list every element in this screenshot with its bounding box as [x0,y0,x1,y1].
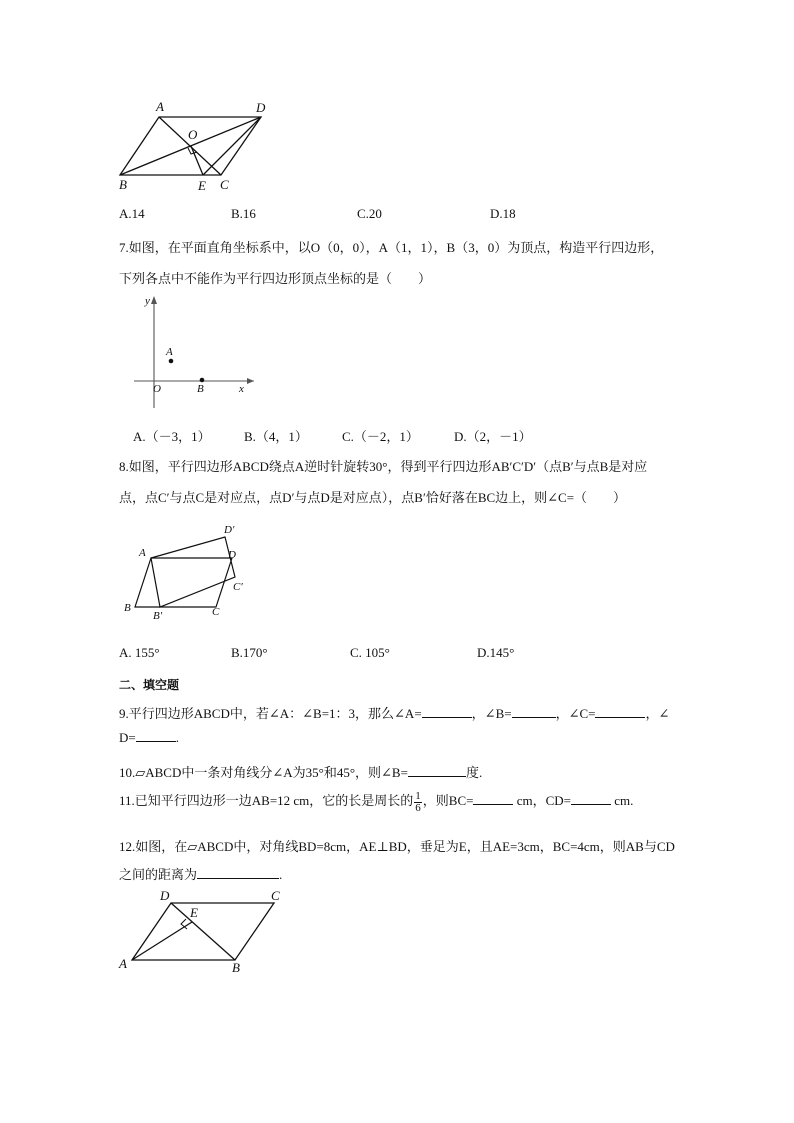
fraction-one-sixth [414,791,422,814]
label-a: A [156,99,164,114]
q9-text-4: ，∠ [645,706,670,721]
label-b: B [119,177,127,192]
q7-line-1: 7.如图，在平面直角坐标系中，以O（0，0），A（1，1），B（3，0）为顶点，构造平行四边形， [119,240,664,255]
q6-option-a: A.14 [119,206,145,221]
q11-text-2: ，则BC= [422,793,474,808]
x-axis-arrow [247,378,254,384]
label-c: C [220,177,229,192]
q6-option-d: D.18 [490,206,516,221]
q8-option-d: D.145° [477,645,515,660]
q7-option-a: A.（－3，1） [133,429,211,444]
q12-text-1: 之间的距离为 [119,867,198,882]
q9-line-1 [119,703,669,722]
q12-text-2: . [279,867,283,882]
q7-options [133,426,693,444]
segment-oe [191,146,203,175]
q8-options [119,645,679,663]
segment-ae [132,922,192,960]
label-b: B [124,602,131,614]
label-d: D [228,549,236,561]
label-e: E [190,905,198,920]
q8-option-c: C. 105° [350,645,390,660]
label-c-prime: C′ [233,581,243,593]
q9-line-2 [119,729,179,746]
q9-text-5: D= [119,730,136,745]
point-a [169,359,174,364]
q12-line-2 [119,864,282,883]
figure-q6 [110,95,280,195]
q9-text-1: 9.平行四边形ABCD中，若∠A：∠B=1：3，那么∠A= [119,706,422,721]
label-d: D [256,100,266,115]
q11-text-3: cm，CD= [513,793,572,808]
parallelogram-ab1c1d1 [151,537,235,607]
label-c: C [271,888,280,903]
q7-option-d: D.（2，－1） [454,429,532,444]
label-o: O [188,127,198,142]
q7-option-c: C.（－2，1） [342,429,419,444]
label-c: C [212,606,220,618]
label-b-prime: B′ [153,610,163,622]
q7-option-b: B.（4，1） [244,429,308,444]
label-b: B [197,383,204,395]
q11-blank-bc[interactable] [473,792,513,805]
segment-de [203,117,261,175]
label-y: y [145,295,150,307]
figure-q8 [118,515,263,625]
q9-text-2: ，∠B= [471,706,512,721]
label-e: E [198,178,206,193]
label-a: A [139,547,146,559]
q8-line-2: 点，点C′与点C是对应点，点D′与点D是对应点），点B′恰好落在BC边上，则∠C=（ ） [119,490,627,505]
q12-line-1: 12.如图，在▱ABCD中，对角线BD=8cm，AE⊥BD，垂足为E，且AE=3cm，BC=4cm，则AB与CD [119,839,675,854]
fraction-numerator: 1 [415,789,421,802]
section-title-fill-in: 二、填空题 [119,678,180,692]
q10-line [119,762,482,781]
diagonal-bd [120,117,261,175]
q6-option-b: B.16 [231,206,256,221]
label-o: O [153,383,161,395]
point-b [200,378,205,383]
q10-text-2: 度. [465,765,483,780]
q11-line [119,790,633,814]
q8-option-b: B.170° [231,645,268,660]
q9-blank-a[interactable] [422,705,472,718]
diagonal-db [171,903,235,960]
q7-line-2: 下列各点中不能作为平行四边形顶点坐标的是（ ） [119,271,432,286]
label-d-prime: D′ [224,524,235,536]
figure-q7 [130,292,260,412]
label-b: B [232,960,240,975]
figure-q12 [115,885,295,977]
q8-line-1: 8.如图，平行四边形ABCD绕点A逆时针旋转30°，得到平行四边形AB′C′D′（点B′与点B是对应 [119,459,648,474]
q12-blank[interactable] [197,866,279,879]
q10-text-1: 10.▱ABCD中一条对角线分∠A为35°和45°，则∠B= [119,765,408,780]
label-a: A [166,346,173,358]
q11-text-1: 11.已知平行四边形一边AB=12 cm，它的长是周长的 [119,793,414,808]
label-d: D [160,888,170,903]
y-axis-arrow [151,296,157,304]
q8-option-a: A. 155° [119,645,160,660]
fraction-denominator: 6 [415,801,421,814]
q9-blank-d[interactable] [136,729,176,742]
label-a: A [119,956,127,971]
q11-text-4: cm. [611,793,634,808]
q10-blank[interactable] [408,764,466,777]
parallelogram-abcd [135,558,232,607]
q6-options [119,206,679,224]
q9-text-3: ，∠C= [555,706,596,721]
q9-blank-b[interactable] [512,705,556,718]
q6-option-c: C.20 [357,206,382,221]
q9-blank-c[interactable] [595,705,645,718]
label-x: x [239,383,244,395]
q9-text-6: . [175,730,179,745]
q11-blank-cd[interactable] [571,792,611,805]
